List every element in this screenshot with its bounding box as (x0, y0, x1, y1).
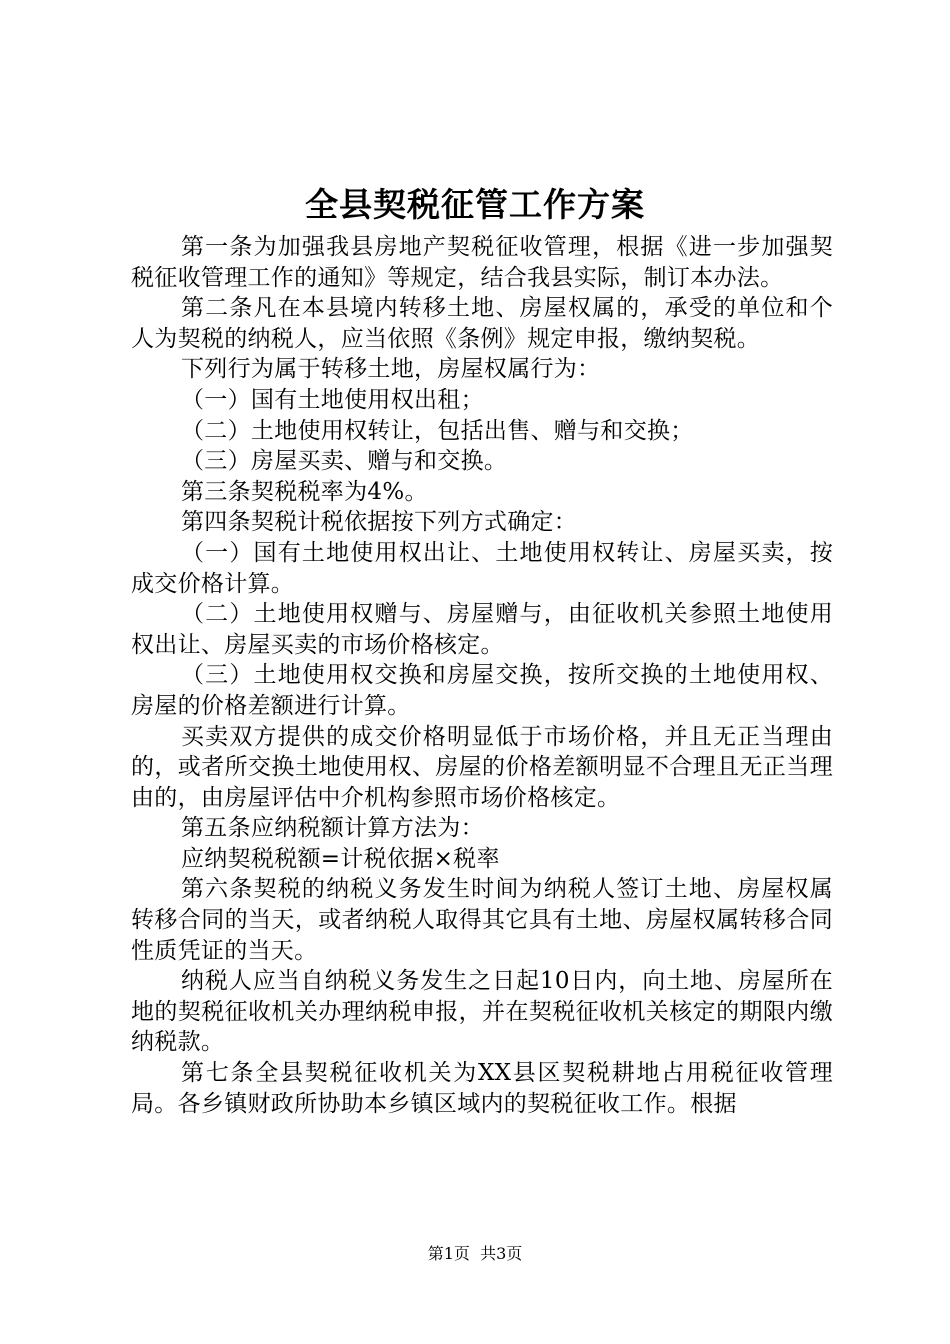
paragraph-filing-deadline: 纳税人应当自纳税义务发生之日起10日内，向土地、房屋所在地的契税征收机关办理纳税申报，并在契税征收机关核定的期限内缴纳税款。 (131, 968, 833, 1056)
paragraph-article-1: 第一条为加强我县房地产契税征收管理，根据《进一步加强契税征收管理工作的通知》等规定，结合我县实际，制订本办法。 (131, 234, 833, 291)
paragraph-price-rule: 买卖双方提供的成交价格明显低于市场价格，并且无正当理由的，或者所交换土地使用权、房屋的价格差额明显不合理且无正当理由的，由房屋评估中介机构参照市场价格核定。 (131, 723, 833, 811)
basis-item-1: （一）国有土地使用权出让、土地使用权转让、房屋买卖，按成交价格计算。 (131, 539, 833, 597)
page-footer (0, 1242, 950, 1266)
paragraph-list-intro: 下列行为属于转移土地，房屋权属行为： (181, 356, 601, 383)
basis-item-2: （二）土地使用权赠与、房屋赠与，由征收机关参照土地使用权出让、房屋买卖的市场价格核定。 (131, 601, 833, 658)
page-total: 共3页 (480, 1244, 523, 1263)
formula-line: 应纳契税税额=计税依据×税率 (181, 845, 500, 872)
paragraph-article-7: 第七条全县契税征收机关为XX县区契税耕地占用税征收管理局。各乡镇财政所协助本乡镇区域内的契税征收工作。根据 (131, 1060, 833, 1117)
basis-item-3: （三）土地使用权交换和房屋交换，按所交换的土地使用权、房屋的价格差额进行计算。 (131, 662, 833, 719)
document-title: 全县契税征管工作方案 (305, 185, 645, 224)
paragraph-article-6: 第六条契税的纳税义务发生时间为纳税人签订土地、房屋权属转移合同的当天，或者纳税人取得其它具有土地、房屋权属转移合同性质凭证的当天。 (131, 876, 833, 964)
document-body (131, 232, 833, 1119)
list-item-3: （三）房屋买卖、赠与和交换。 (181, 448, 508, 475)
paragraph-article-2: 第二条凡在本县境内转移土地、房屋权属的，承受的单位和个人为契税的纳税人，应当依照《条例》规定申报，缴纳契税。 (131, 295, 833, 352)
list-item-2: （二）土地使用权转让，包括出售、赠与和交换； (181, 417, 694, 444)
paragraph-article-5: 第五条应纳税额计算方法为： (181, 815, 484, 842)
paragraph-article-4: 第四条契税计税依据按下列方式确定： (181, 509, 578, 536)
page-number: 第1页 (427, 1244, 470, 1263)
footer-separator (470, 1244, 480, 1263)
list-item-1: （一）国有土地使用权出租； (181, 386, 484, 413)
paragraph-article-3: 第三条契税税率为4%。 (181, 478, 428, 505)
